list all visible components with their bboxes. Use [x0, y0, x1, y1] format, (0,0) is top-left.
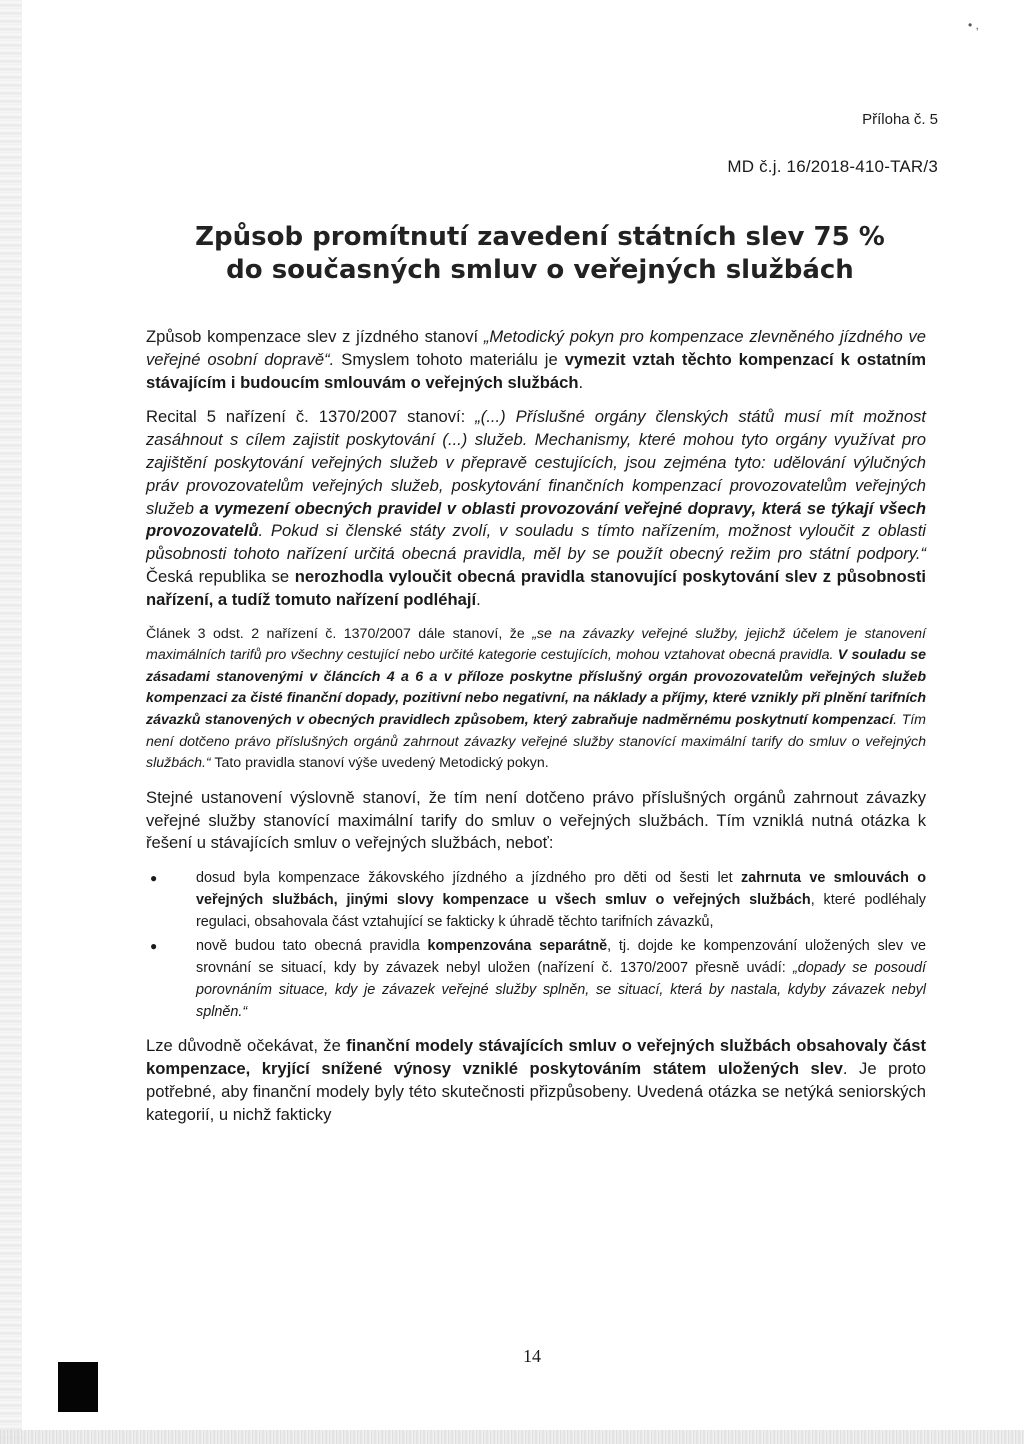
p1-text-1: Způsob kompenzace slev z jízdného stanoví	[146, 327, 484, 346]
document-body	[146, 326, 926, 1138]
redaction-box	[58, 1362, 98, 1412]
bullet-dot-icon: ●	[150, 939, 158, 954]
p1-italic: „Metodický pokyn pro kompenzace zlevněného jízdného ve veřejné osobní dopravě“.	[146, 327, 926, 369]
p2-bold-italic: a vymezení obecných pravidel v oblasti provozování veřejné dopravy, která se týkají všech provozovatelů	[146, 498, 926, 541]
p3-italic-1: „se na závazky veřejné služby, jejichž účelem je stanovení maximálních tarifů pro všechny cestující nebo určité kategorie cestujících, mohou vztahovat obecná pravidla.	[146, 625, 926, 664]
p2-text-1: Recital 5 nařízení č. 1370/2007 stanoví:	[146, 407, 476, 427]
paragraph-2	[146, 406, 926, 611]
p5-text-2: . Je proto potřebné, aby finanční modely byly této skutečnosti přizpůsobeny. Uvedená otázka se netýká seniorských kategorií, u nichž fakticky	[146, 1058, 926, 1124]
scan-edge-bottom	[0, 1430, 1024, 1444]
p2-text-3: .	[476, 589, 481, 609]
paragraph-3	[146, 624, 926, 775]
corner-mark: • ,	[968, 18, 979, 32]
paragraph-1	[146, 326, 926, 394]
p2-text-2: Česká republika se	[146, 566, 295, 586]
p2-italic-2: . Pokud si členské státy zvolí, v souladu s tímto nařízením, možnost vyloučit z oblasti působnosti tohoto nařízení určitá obecná pravidla, měl by se použít obecný režim pro státní podpory.“	[146, 521, 926, 564]
p3-italic-2: . Tím není dotčeno právo příslušných orgánů zahrnout závazky veřejné služby stanovící maximální tarify do smluv o veřejných službách.“	[146, 711, 926, 772]
bullet-dot-icon: ●	[150, 871, 158, 886]
paragraph-4: Stejné ustanovení výslovně stanoví, že tím není dotčeno právo příslušných orgánů zahrnout závazky veřejné služby stanovící maximální tarify do smluv o veřejných službách. Tím vzniklá nutná otázka k řešení u stávajících smluv o veřejných službách, neboť:	[146, 787, 926, 853]
p2-bold: nerozhodla vyloučit obecná pravidla stanovující poskytování slev z působnosti nařízení, a tudíž tomuto nařízení podléhají	[146, 566, 927, 609]
p1-text-3: .	[578, 372, 584, 392]
list-item: ● nově budou tato obecná pravidla kompenzována separátně, tj. dojde ke kompenzování uložených slev ve srovnání se situací, kdy by závazek nebyl uložen (nařízení č. 1370/2007 přesně uvádí: „dopady se posoudí porovnáním situace, kdy je závazek veřejné služby splněn, se situací, která by nastala, kdyby závazek nebyl splněn.“	[146, 935, 926, 1023]
p3-text-2: Tato pravidla stanoví výše uvedený Metodický pokyn.	[210, 755, 549, 772]
p3-bold-italic: V souladu se zásadami stanovenými v článcích 4 a 6 a v příloze poskytne příslušný orgán provozovatelům veřejných služeb kompenzaci za čisté finanční dopady, pozitivní nebo negativní, na náklady a příjmy, které vznikly při plnění tarifních závazků stanovených v obecných pravidlech způsobem, který zabraňuje nadměrnému poskytnutí kompenzací	[146, 647, 926, 728]
title-line-1: Způsob promítnutí zavedení státních slev 75 %	[195, 222, 885, 252]
p5-bold: finanční modely stávajících smluv o veřejných službách obsahovaly část kompenzace, kryjící snížené výnosy vzniklé poskytováním státem uložených slev	[146, 1036, 926, 1078]
scan-edge-left	[0, 0, 22, 1444]
annex-label: Příloha č. 5	[862, 111, 938, 128]
bullet-list	[146, 867, 926, 1023]
p2-italic-1: „(...) Příslušné orgány členských států musí mít možnost zasáhnout s cílem zajistit poskytování (...) služeb. Mechanismy, které mohou tyto orgány využívat pro zajištění poskytování veřejných služeb v přepravě cestujících, jsou zejména tyto: udělování výlučných práv provozovatelům veřejných služeb, poskytování finančních kompenzací provozovatelům veřejných služeb	[146, 407, 926, 518]
page-number: 14	[523, 1346, 541, 1366]
p5-text-1: Lze důvodně očekávat, že	[146, 1036, 347, 1056]
reference-number: MD č.j. 16/2018-410-TAR/3	[727, 157, 938, 176]
list-item: ● dosud byla kompenzace žákovského jízdného a jízdného pro děti od šesti let zahrnuta ve smlouvách o veřejných službách, jinými slovy kompenzace u všech smluv o veřejných službách, které podléhaly regulaci, obsahovala část vztahující se fakticky k úhradě těchto tarifních závazků,	[146, 867, 926, 933]
paragraph-5	[146, 1035, 926, 1126]
title-line-2: do současných smluv o veřejných službách	[226, 255, 854, 285]
p1-bold: vymezit vztah těchto kompenzací k ostatním stávajícím i budoucím smlouvám o veřejných službách	[146, 349, 926, 392]
document-title	[140, 221, 940, 287]
p1-text-2: Smyslem tohoto materiálu je	[334, 349, 565, 369]
p3-text-1: Článek 3 odst. 2 nařízení č. 1370/2007 dále stanoví, že	[146, 625, 533, 642]
